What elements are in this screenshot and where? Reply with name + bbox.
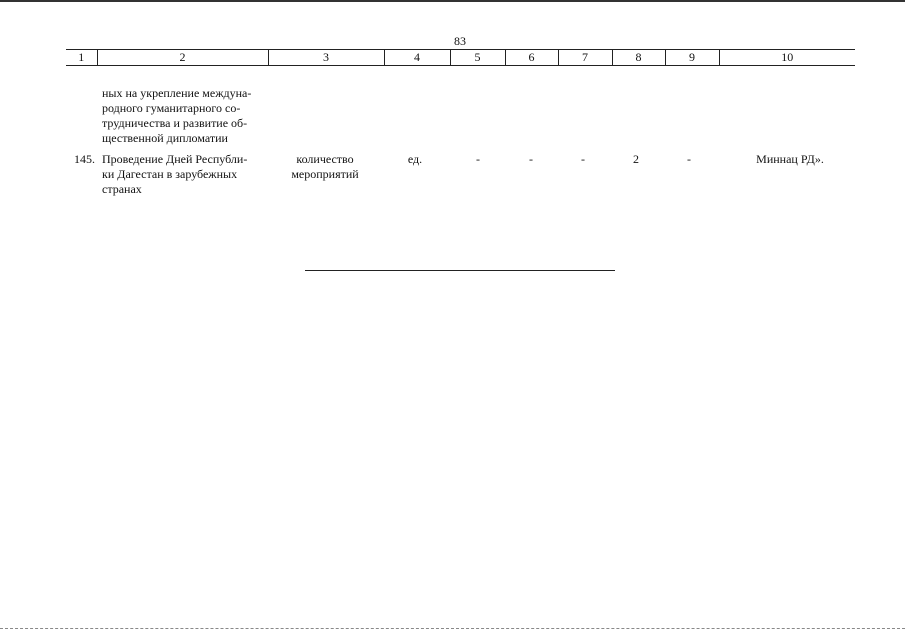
- column-header-9: 9: [665, 50, 719, 66]
- column-header-10: 10: [719, 50, 855, 66]
- continuation-line: трудничества и развитие об-: [102, 116, 248, 130]
- page-top-edge: [0, 0, 905, 2]
- continuation-line: родного гуманитарного со-: [102, 101, 241, 115]
- description-line: Проведение Дней Республи-: [102, 152, 248, 166]
- column-header-7: 7: [558, 50, 612, 66]
- row-description: [102, 152, 264, 197]
- column-header-1: 1: [66, 50, 97, 66]
- column-header-6: 6: [505, 50, 558, 66]
- row-indicator: [275, 152, 375, 182]
- row-col7: -: [581, 152, 585, 166]
- scan-edge: [0, 628, 905, 630]
- continuation-line: ных на укрепление междуна-: [102, 86, 252, 100]
- closing-rule: [305, 270, 615, 271]
- row-col8: 2: [633, 152, 639, 166]
- indicator-line: мероприятий: [291, 167, 359, 181]
- description-line: ки Дагестан в зарубежных: [102, 167, 238, 181]
- column-header-4: 4: [384, 50, 450, 66]
- column-header-5: 5: [450, 50, 505, 66]
- row-col9: -: [687, 152, 691, 166]
- description-line: странах: [102, 182, 142, 196]
- row-col6: -: [529, 152, 533, 166]
- row-responsible: Миннац РД».: [756, 152, 824, 166]
- column-header-2: 2: [97, 50, 268, 66]
- column-header-row: [66, 50, 855, 66]
- column-header-8: 8: [612, 50, 665, 66]
- row-col5: -: [476, 152, 480, 166]
- column-header-table: [66, 49, 855, 66]
- indicator-line: количество: [296, 152, 354, 166]
- page-number: 83: [454, 34, 466, 48]
- row-unit: ед.: [407, 152, 423, 166]
- continuation-description: [102, 86, 264, 146]
- row-number: 145.: [74, 152, 95, 166]
- continuation-line: щественной дипломатии: [102, 131, 228, 145]
- column-header-3: 3: [268, 50, 384, 66]
